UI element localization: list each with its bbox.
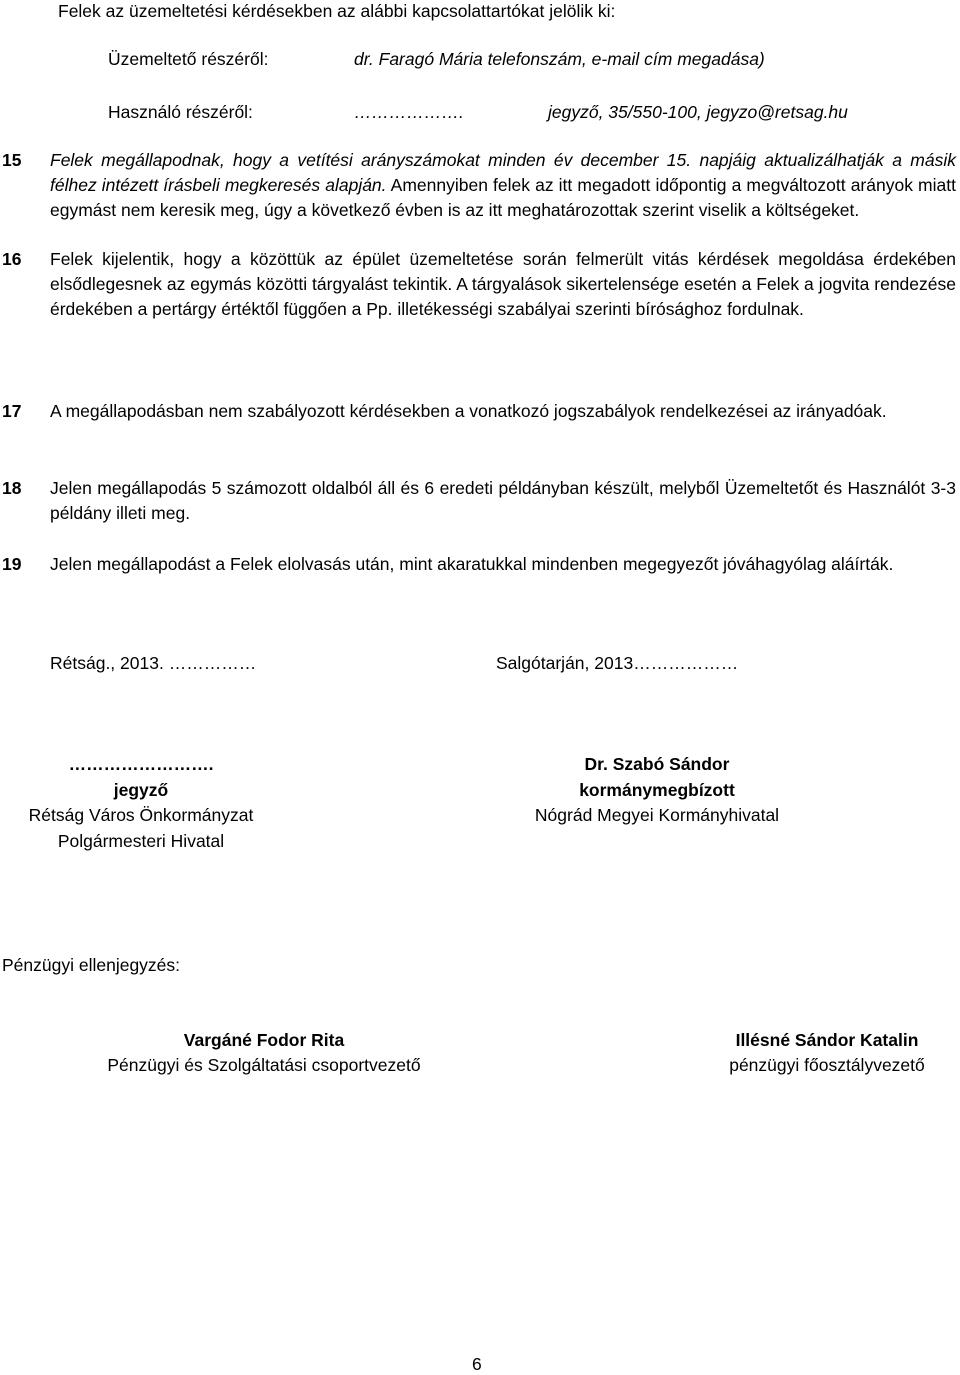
- signature-org: Nógrád Megyei Kormányhivatal: [534, 805, 780, 825]
- signature-title: pénzügyi főosztályvezető: [729, 1055, 925, 1075]
- finance-signature-right: [696, 1028, 958, 1078]
- place-date-right: Salgótarján, 2013………………: [496, 653, 739, 673]
- finance-signature-left: [60, 1028, 468, 1078]
- signature-org: Polgármesteri Hivatal: [57, 830, 225, 851]
- intro-text: Felek az üzemeltetési kérdésekben az alábbi kapcsolattartókat jelölik ki:: [58, 1, 616, 21]
- clause-text: Jelen megállapodás 5 számozott oldalból áll és 6 eredeti példányban készült, melyből Üzemeltetőt és Használót 3-3 példány illeti meg.: [50, 478, 956, 523]
- finance-heading: Pénzügyi ellenjegyzés:: [2, 955, 181, 975]
- user-contact-dots: ……………….: [354, 102, 464, 122]
- signature-name: Vargáné Fodor Rita: [183, 1030, 345, 1050]
- user-contact-label: Használó részéről:: [108, 102, 253, 122]
- clause-number: 15: [2, 150, 22, 170]
- signature-title: Pénzügyi és Szolgáltatási csoportvezető: [107, 1055, 421, 1075]
- signature-block-right: [500, 752, 814, 829]
- signature-block-left: [0, 752, 282, 854]
- clause-number: 17: [2, 401, 22, 421]
- clause-number: 18: [2, 478, 22, 498]
- clause-number: 19: [2, 554, 22, 574]
- operator-contact-label: Üzemeltető részéről:: [108, 49, 269, 69]
- signature-name: Dr. Szabó Sándor: [584, 754, 730, 774]
- clause-text: Jelen megállapodást a Felek elolvasás után, mint akaratukkal mindenben megegyezőt jóváhagyólag aláírták.: [50, 554, 894, 574]
- clause-text-regular: Amennyiben felek az itt megadott időpontig a megváltozott arányok miatt egymást nem keresik meg, úgy a következő évben is az itt meghatározottak szerint viselik a költségeket.: [50, 175, 956, 220]
- clause-text: A megállapodásban nem szabályozott kérdésekben a vonatkozó jogszabályok rendelkezései az irányadóak.: [50, 401, 887, 421]
- clause-number: 16: [2, 249, 22, 269]
- signature-title: jegyző: [113, 779, 169, 800]
- signature-name: Illésné Sándor Katalin: [735, 1030, 919, 1050]
- place-date-left: Rétság., 2013. ……………: [50, 653, 257, 673]
- page-number: 6: [472, 1354, 482, 1374]
- clause-text: Felek kijelentik, hogy a közöttük az épület üzemeltetése során felmerült vitás kérdések megoldása érdekében elsődlegesnek az egymás közötti tárgyalást tekintik. A tárgyalások sikertelensége esetén a Felek a jogvita rendezése érdekében a pertárgy értéktől függően a Pp. illetékességi szabályai szerinti bírósághoz fordulnak.: [50, 249, 956, 319]
- clause-text: [50, 148, 956, 223]
- operator-contact-value: dr. Faragó Mária telefonszám, e-mail cím megadása): [354, 49, 765, 69]
- clause-text-italic: Felek megállapodnak, hogy a vetítési arányszámokat minden év december 15. napjáig aktualizálhatják a másik félhez intézett írásbeli megkeresés alapján.: [50, 150, 956, 195]
- signature-title: kormánymegbízott: [579, 779, 735, 800]
- signature-name: …………………….: [68, 754, 214, 774]
- user-contact-value: jegyző, 35/550-100, jegyzo@retsag.hu: [548, 102, 848, 122]
- signature-org: Rétság Város Önkormányzat: [28, 805, 254, 825]
